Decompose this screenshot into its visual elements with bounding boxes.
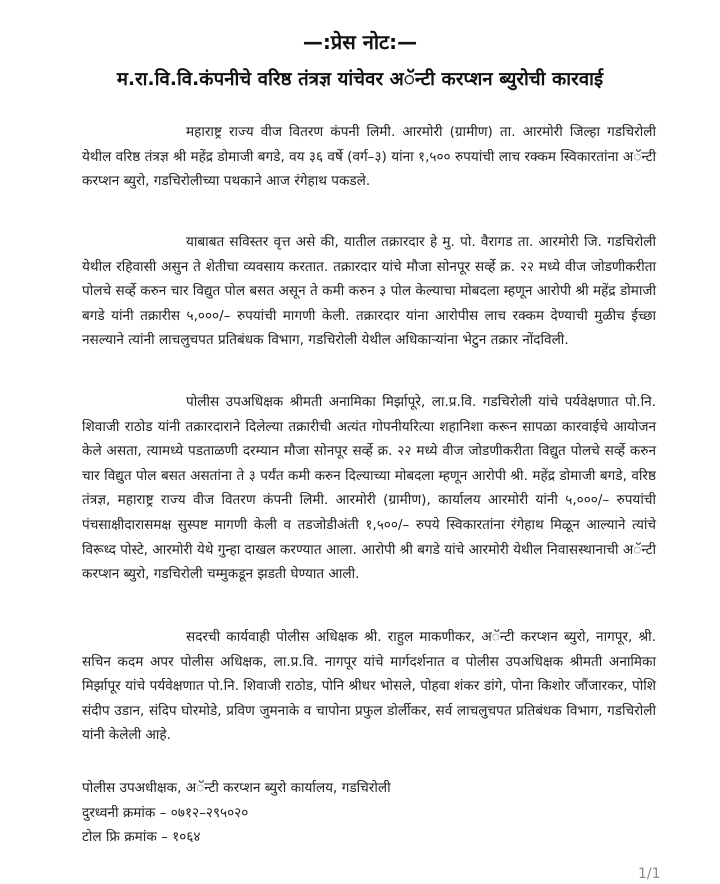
phone-line: दुरध्वनी क्रमांक – ०७१२–२९५०२०: [82, 804, 249, 821]
paragraph: पोलीस उपअधिक्षक श्रीमती अनामिका मिर्झापूरे, ला.प्र.वि. गडचिरोली यांचे पर्यवेक्षणात पो.नि. शिवाजी राठोड यांनी तक्रारदाराने दिलेल्या तक्रारीची अत्यंत गोपनीयरित्या शहानिशा करून सापळा कारवाईचे आयोजन केले असता, त्यामध्ये पडताळणी दरम्यान मौजा सोनपूर सर्व्हे क्र. २२ मध्ये वीज जोडणीकरीता विद्युत पोलचे सर्व्हे करुन चार विद्युत पोल बसत असतांना ते ३ पर्यंत कमी करुन दिल्याच्या मोबदला म्हणून आरोपी श्री. महेंद्र डोमाजी बगडे, वरिष्ठ तंत्रज्ञ, महाराष्ट्र राज्य वीज वितरण कंपनी लिमी. आरमोरी (ग्रामीण), कार्यालय आरमोरी यांनी ५,०००/– रुपयांची पंचसाक्षीदारासमक्ष सुस्पष्ट मागणी केली व तडजोडीअंती १,५००/– रुपये स्विकारतांना रंगेहाथ मिळून आल्याने त्यांचे विरूध्द पोस्टे, आरमोरी येथे गुन्हा दाखल करण्यात आला. आरोपी श्री बगडे यांचे आरमोरी येथील निवासस्थानाची अॅन्टी करप्शन ब्युरो, गडचिरोली चम्मुकडून झडती घेण्यात आली.: [82, 394, 656, 583]
signature-block: [82, 776, 642, 850]
paragraph: महाराष्ट्र राज्य वीज वितरण कंपनी लिमी. आरमोरी (ग्रामीण) ता. आरमोरी जिल्हा गडचिरोली येथील वरिष्ठ तंत्रज्ञ श्री महेंद्र डोमाजी बगडे, वय ३६ वर्षे (वर्ग–३) यांना १,५०० रुपयांची लाच रक्कम स्विकारतांना अॅन्टी करप्शन ब्युरो, गडचिरोलीच्या पथकाने आज रंगेहाथ पकडले.: [82, 124, 656, 190]
toll-free-line: टोल फ्रि क्रमांक – १०६४: [82, 829, 201, 846]
page-number: 1/1: [638, 866, 661, 882]
paragraph: याबाबत सविस्तर वृत्त असे की, यातील तक्रारदार हे मु. पो. वैरागड ता. आरमोरी जि. गडचिरोली येथील रहिवासी असुन ते शेतीचा व्यवसाय करतात. तक्रारदार यांचे मौजा सोनपूर सर्व्हे क्र. २२ मध्ये वीज जोडणीकरीता पोलचे सर्व्हे करुन चार विद्युत पोल बसत असून ते कमी करुन ३ पोल केल्याचा मोबदला म्हणून आरोपी श्री महेंद्र डोमाजी बगडे यांनी तक्रारीस ५,०००/– रुपयांची मागणी केली. तक्रारदार यांना आरोपीस लाच रक्कम देण्याची मुळीच ईच्छा नसल्याने त्यांनी लाचलुचपत प्रतिबंधक विभाग, गडचिरोली येथील अधिकाऱ्यांना भेटुन तक्रार नोंदविली.: [82, 234, 656, 349]
press-note-label: —:प्रेस नोट:—: [302, 30, 418, 54]
paragraph: सदरची कार्यवाही पोलीस अधिक्षक श्री. राहुल माकणीकर, अॅन्टी करप्शन ब्युरो, नागपूर, श्री. सचिन कदम अपर पोलीस अधिक्षक, ला.प्र.वि. नागपूर यांचे मार्गदर्शनात व पोलीस उपअधिक्षक श्रीमती अनामिका मिर्झापूर यांचे पर्यवेक्षणात पो.नि. शिवाजी राठोड, पोनि श्रीधर भोसले, पोहवा शंकर डांगे, पोना किशोर जौंजारकर, पोशि संदीप उडान, संदिप घोरमोडे, प्रविण जुमनाके व चापोना प्रफुल डोर्लीकर, सर्व लाचलुचपत प्रतिबंधक विभाग, गडचिरोली यांनी केलेली आहे.: [82, 629, 656, 744]
page-title: म.रा.वि.वि.कंपनीचे वरिष्ठ तंत्रज्ञ यांचेवर अॅन्टी करप्शन ब्युरोची कारवाई: [116, 69, 604, 90]
office-line: पोलीस उपअधीक्षक, अॅन्टी करप्शन ब्युरो कार्यालय, गडचिरोली: [82, 780, 391, 796]
